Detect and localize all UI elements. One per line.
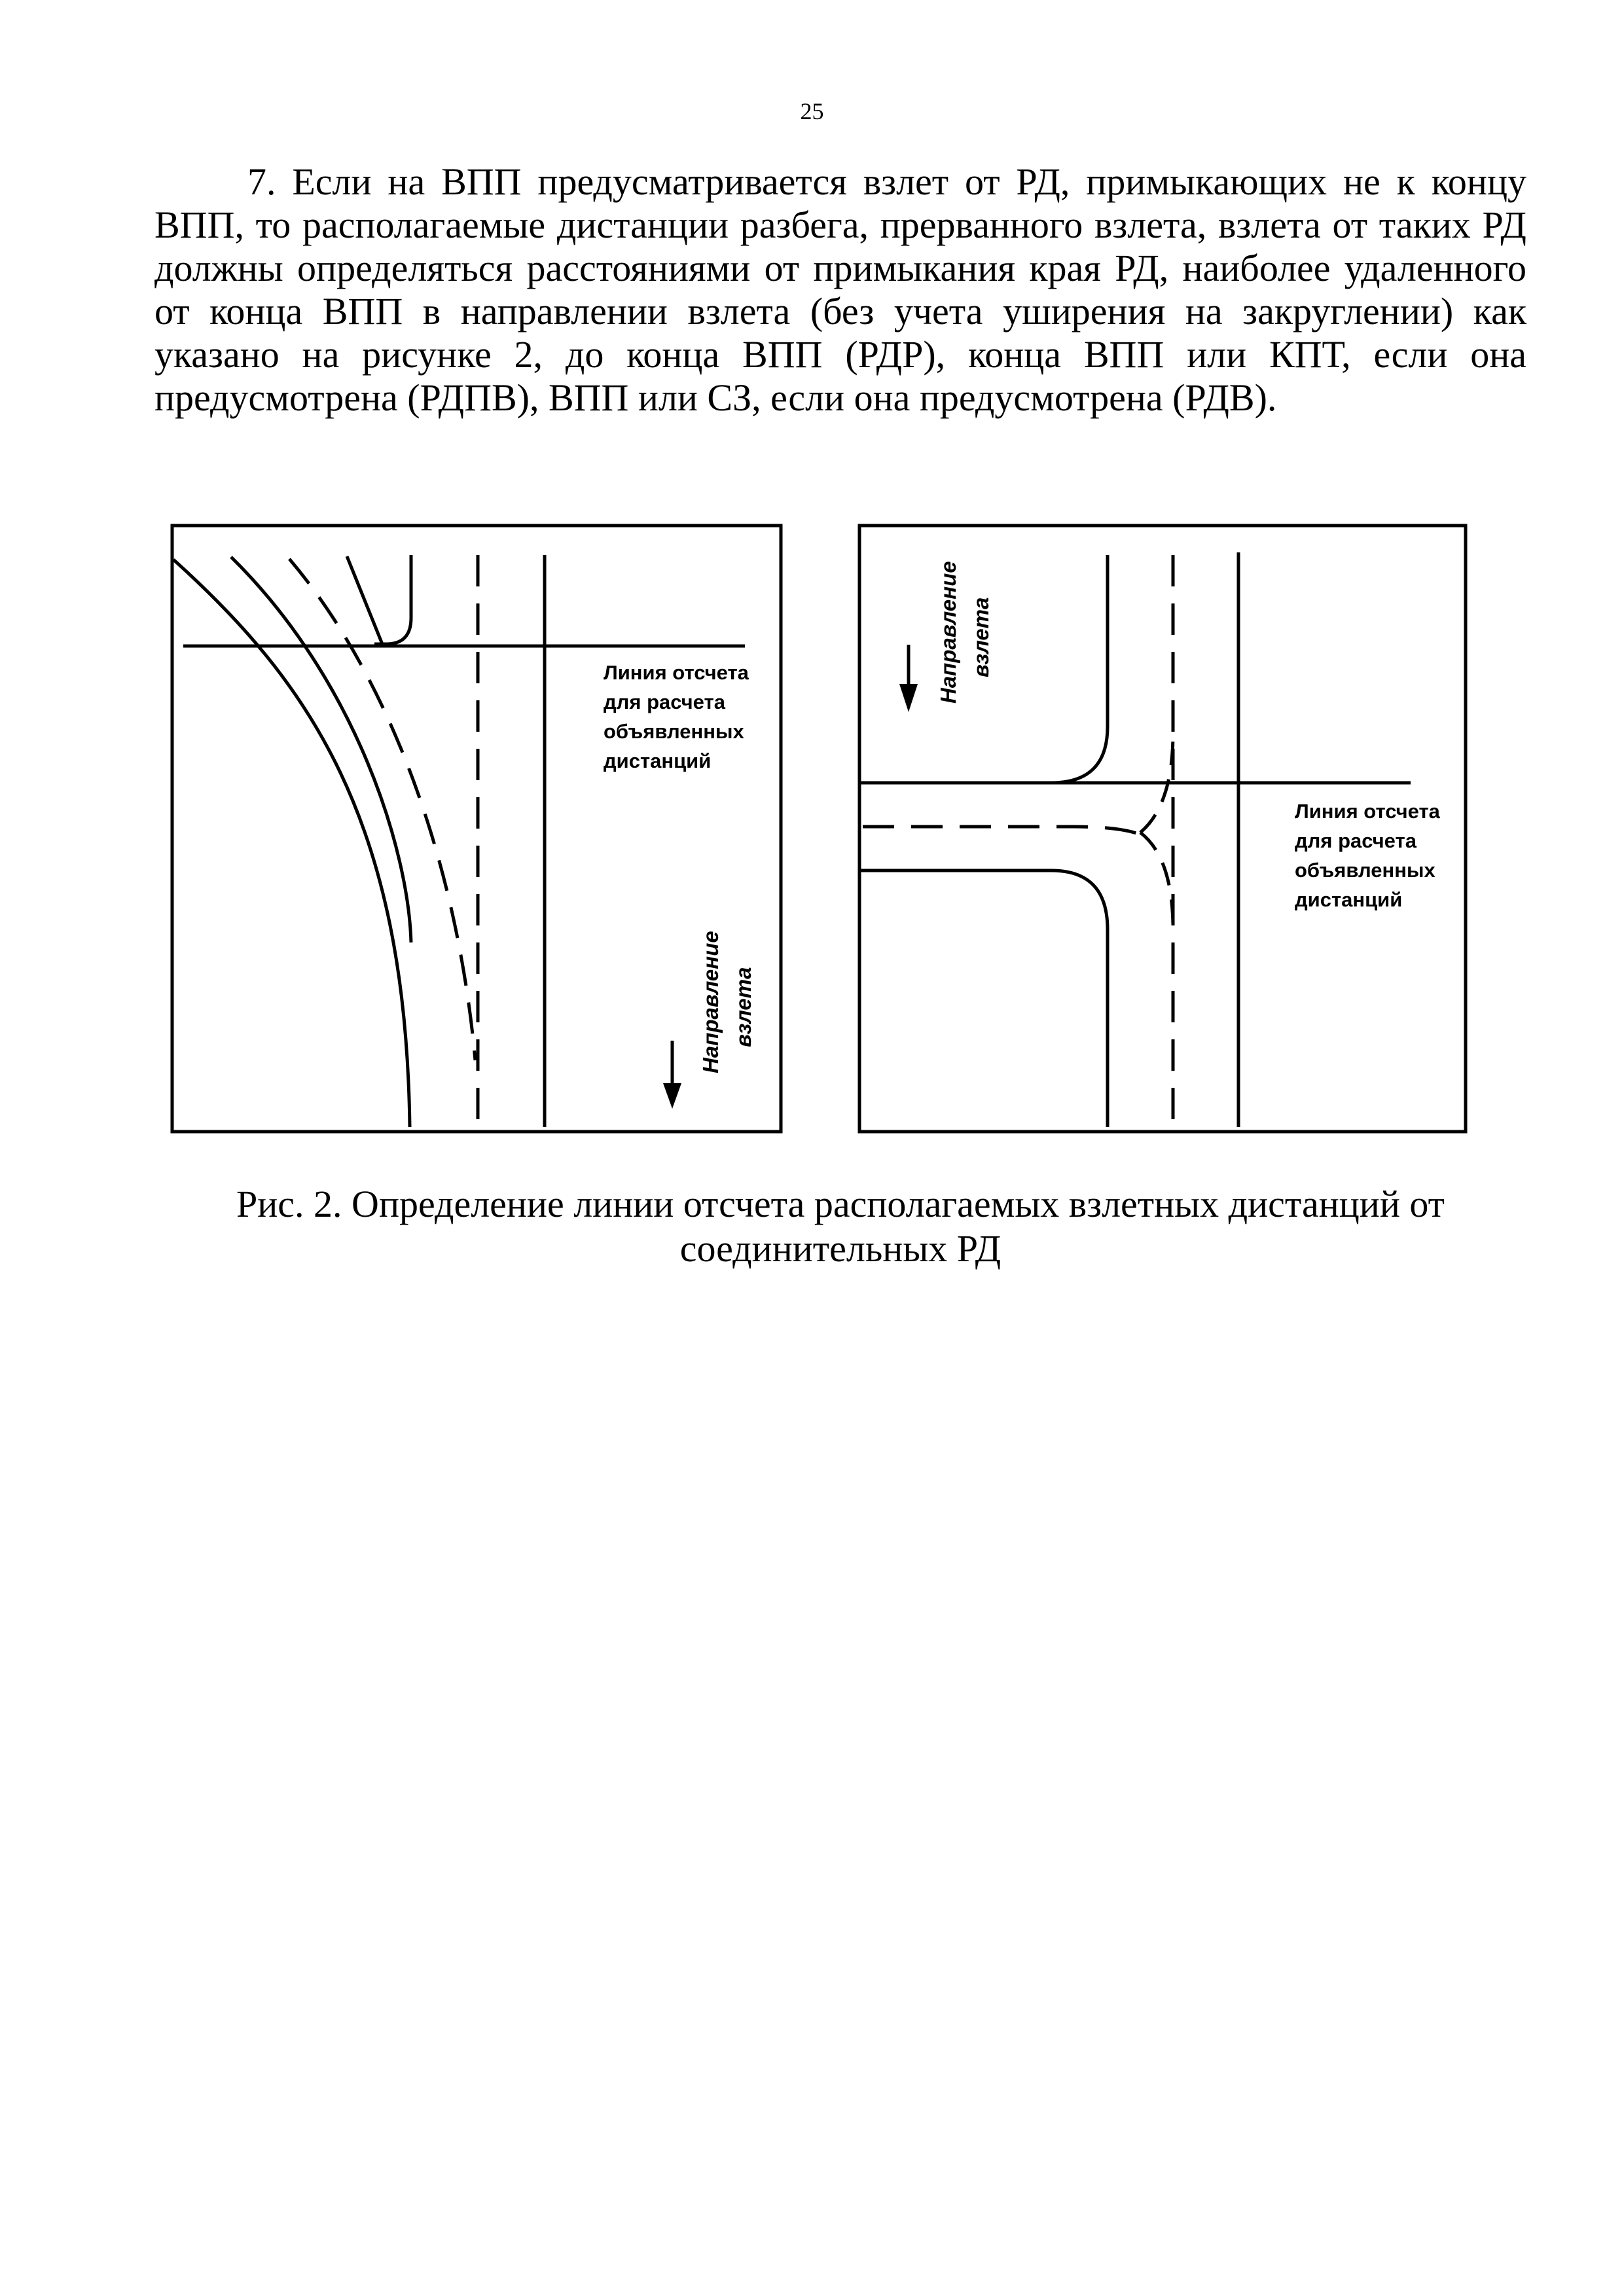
left-diagram-frame (172, 526, 781, 1132)
left-direction-label-line-1: Направление (698, 931, 723, 1073)
left-runway-left-edge (374, 555, 411, 644)
right-reference-label-line-2: для расчета (1295, 829, 1416, 852)
left-taxiway-outer-edge (173, 560, 410, 1127)
right-reference-label (1295, 800, 1441, 911)
left-diagram (172, 526, 781, 1132)
page-number: 25 (800, 98, 824, 124)
figure-caption-line-2: соединительных РД (679, 1227, 1001, 1270)
figure-caption-line-1: Рис. 2. Определение линии отсчета располагаемых взлетных дистанций от (236, 1183, 1445, 1225)
right-reference-label-line-1: Линия отсчета (1295, 800, 1440, 823)
right-direction-label-line-2: взлета (969, 597, 993, 677)
right-taxiway-centerline (863, 827, 1140, 834)
left-direction-label (698, 931, 755, 1073)
left-taxiway-centerline (289, 559, 475, 1060)
right-taxiway-curve-lower (1140, 833, 1173, 929)
left-reference-label-line-2: для расчета (604, 691, 725, 713)
right-direction-arrow-icon (899, 684, 918, 712)
right-runway-left-edge-bottom (859, 870, 1108, 1127)
left-direction-label-line-2: взлета (731, 967, 755, 1047)
figure-caption (154, 1182, 1526, 1271)
right-reference-label-line-3: объявленных (1295, 859, 1435, 882)
right-taxiway-curve-upper (1140, 733, 1173, 833)
left-taxiway-inner-edge (231, 557, 411, 942)
right-diagram-frame (859, 526, 1466, 1132)
left-reference-label (604, 661, 749, 772)
right-direction-label (936, 561, 993, 704)
right-diagram (859, 526, 1466, 1132)
left-reference-label-line-4: дистанций (604, 749, 712, 772)
left-reference-label-line-3: объявленных (604, 720, 744, 743)
right-direction-label-line-1: Направление (936, 561, 960, 704)
body-paragraph: 7. Если на ВПП предусматривается взлет от РД, примыкающих не к концу ВПП, то располагаемые дистанции разбега, прерванного взлета, взлета от таких РД должны определяться расстояниями от примыкания края РД, наиболее удаленного от конца ВПП в направлении взлета (без учета уширения на закруглении) как указано на рисунке 2, до конца ВПП (РДР), конца ВПП или КПТ, если она предусмотрена (РДПВ), ВПП или СЗ, если она предусмотрена (РДВ). (154, 160, 1526, 419)
right-reference-label-line-4: дистанций (1295, 888, 1403, 911)
left-taxiway-line-extra (347, 556, 382, 644)
left-reference-label-line-1: Линия отсчета (604, 661, 749, 684)
left-direction-arrow-icon (663, 1083, 681, 1109)
right-runway-left-edge-top (1051, 555, 1108, 783)
